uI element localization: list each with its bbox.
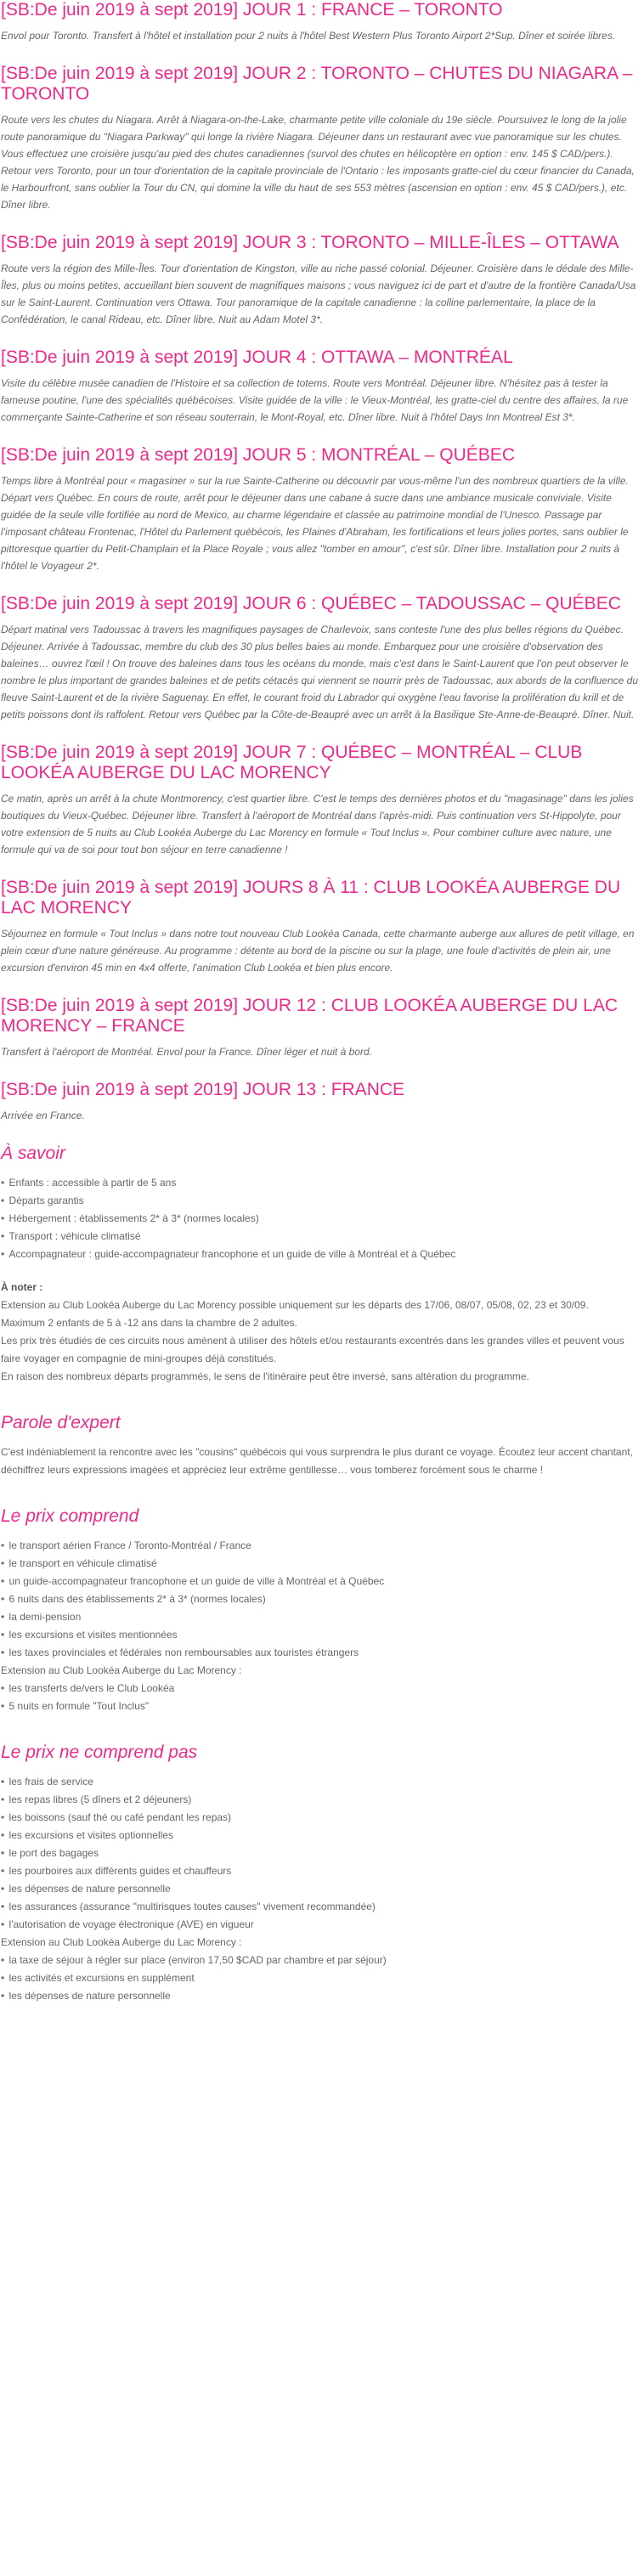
list-item-text: les dépenses de nature personnelle — [8, 1883, 171, 1895]
list-item-text: Hébergement : établissements 2* à 3* (normes locales) — [8, 1212, 259, 1224]
list-item — [1, 1608, 643, 1626]
bullet-icon: • — [1, 1611, 8, 1623]
bullet-icon: • — [1, 1901, 8, 1912]
bullet-icon: • — [1, 1230, 8, 1242]
list-item-text: les activités et excursions en supplément — [8, 1972, 195, 1984]
list-item-text: les dépenses de nature personnelle — [8, 1990, 171, 2002]
list-item — [1, 1791, 643, 1809]
list-item — [1, 1644, 643, 1662]
day-description: Transfert à l'aéroport de Montréal. Envol pour la France. Dîner léger et nuit à bord. — [1, 1046, 372, 1058]
list-item-text: les repas libres (5 dîners et 2 déjeuners) — [8, 1794, 192, 1805]
day-description: Route vers les chutes du Niagara. Arrêt à Niagara-on-the-Lake, charmante petite ville coloniale du 19e siècle. Poursuivez le long de la jolie route panoramique du "Niagara Parkway" qui longe la rivière Niagara. Déjeuner dans un restaurant avec vue panoramique sur les chutes. Vous effectuez une croisière jusqu'au pied des chutes canadiennes (survol des chutes en hélicoptère en option : env. 145 $ CAD/pers.). Retour vers Toronto, pour un tour d'orientation de la capitale provinciale de l'Ontario : les imposants gratte-ciel du cœur financier du Canada, le Harbourfront, sans oublier la Tour du CN, qui domine la ville du haut de ses 553 mètres (ascension en option : env. 45 $ CAD/pers.), etc. Dîner libre. — [1, 114, 635, 211]
bullet-icon: • — [1, 1212, 8, 1224]
bullet-icon: • — [1, 1682, 8, 1694]
day-description: Route vers la région des Mille-Îles. Tour d'orientation de Kingston, ville au riche passé colonial. Déjeuner. Croisière dans le dédale des Mille-Îles, plus ou moins petites, accueillant bien souvent de magnifiques maisons ; vous naviguez ici de part et d'autre de la frontière Canada/Usa sur le Saint-Laurent. Continuation vers Ottawa. Tour panoramique de la capitale canadienne : la colline parlementaire, la place de la Confédération, le canal Rideau, etc. Dîner libre. Nuit au Adam Motel 3*. — [1, 263, 636, 325]
note-lines — [1, 1296, 643, 1386]
list-item-text: le transport en véhicule climatisé — [8, 1557, 157, 1569]
list-item-text: Accompagnateur : guide-accompagnateur francophone et un guide de ville à Montréal et à Québec — [8, 1248, 456, 1260]
comprend-extension-label: Extension au Club Lookéa Auberge du Lac Morency : — [1, 1664, 242, 1676]
section-title-a-savoir: À savoir — [1, 1144, 65, 1163]
list-item-text: 6 nuits dans des établissements 2* à 3* (normes locales) — [8, 1593, 266, 1605]
day-description: Départ matinal vers Tadoussac à travers les magnifiques paysages de Charlevoix, sans conteste l'une des plus belles régions du Québec. Déjeuner. Arrivée à Tadoussac, membre du club des 30 plus belles baies au monde. Embarquez pour une croisière d'observation des baleines… ouvrez l'œil ! On trouve des baleines dans tous les océans du monde, mais c'est dans le Saint-Laurent que l'on peut observer le nombre le plus important de grandes baleines et de petits cétacés qui viennent se nourrir près de Tadoussac, aux abords de la confluence du fleuve Saint-Laurent et de la rivière Saguenay. En effet, le courant froid du Labrador qui oxygène l'eau favorise la prolifération du krill et de petits poissons dont ils raffolent. Retour vers Québec par la Côte-de-Beaupré avec un arrêt à la Basilique Ste-Anne-de-Beaupré. Dîner. Nuit. — [1, 624, 639, 720]
list-item — [1, 1987, 643, 2005]
day-title: [SB:De juin 2019 à sept 2019] JOUR 12 : CLUB LOOKÉA AUBERGE DU LAC MORENCY – FRANCE — [1, 996, 619, 1036]
list-item — [1, 1969, 643, 1987]
bullet-icon: • — [1, 1593, 8, 1605]
bullet-icon: • — [1, 1883, 8, 1895]
comprend-extension-list — [1, 1680, 643, 1715]
list-item-text: les pourboires aux différents guides et chauffeurs — [8, 1865, 232, 1877]
bullet-icon: • — [1, 1629, 8, 1641]
day-title: [SB:De juin 2019 à sept 2019] JOUR 7 : QUÉBEC – MONTRÉAL – CLUB LOOKÉA AUBERGE DU LAC MORENCY — [1, 743, 583, 782]
ne-comprend-extension-label: Extension au Club Lookéa Auberge du Lac Morency : — [1, 1936, 242, 1948]
bullet-icon: • — [1, 1177, 8, 1189]
list-item — [1, 1862, 643, 1880]
day-title: [SB:De juin 2019 à sept 2019] JOUR 1 : FRANCE – TORONTO — [1, 0, 503, 20]
comprend-list — [1, 1537, 643, 1662]
bullet-icon: • — [1, 1557, 8, 1569]
bullet-icon: • — [1, 1847, 8, 1859]
bullet-icon: • — [1, 1829, 8, 1841]
list-item-text: les excursions et visites optionnelles — [8, 1829, 173, 1841]
bullet-icon: • — [1, 1918, 8, 1930]
list-item — [1, 1898, 643, 1916]
list-item-text: la taxe de séjour à régler sur place (environ 17,50 $CAD par chambre et par séjour) — [8, 1954, 387, 1966]
itinerary-days — [1, 0, 643, 1124]
day-description: Arrivée en France. — [1, 1110, 85, 1121]
day-title: [SB:De juin 2019 à sept 2019] JOUR 2 : TORONTO – CHUTES DU NIAGARA – TORONTO — [1, 64, 633, 104]
day-description: Envol pour Toronto. Transfert à l'hôtel et installation pour 2 nuits à l'hôtel Best Western Plus Toronto Airport 2*Sup. Dîner et soirée libres. — [1, 30, 616, 42]
list-item-text: le port des bagages — [8, 1847, 99, 1859]
day-title: [SB:De juin 2019 à sept 2019] JOURS 8 À 11 : CLUB LOOKÉA AUBERGE DU LAC MORENCY — [1, 878, 621, 918]
note-line: Maximum 2 enfants de 5 à -12 ans dans la chambre de 2 adultes. — [1, 1317, 297, 1329]
list-item-text: Transport : véhicule climatisé — [8, 1230, 141, 1242]
list-item — [1, 1626, 643, 1644]
day-title: [SB:De juin 2019 à sept 2019] JOUR 13 : FRANCE — [1, 1080, 405, 1099]
list-item — [1, 1916, 643, 1934]
day-title: [SB:De juin 2019 à sept 2019] JOUR 6 : QUÉBEC – TADOUSSAC – QUÉBEC — [1, 594, 621, 613]
bullet-icon: • — [1, 1990, 8, 2002]
a-savoir-list — [1, 1174, 643, 1263]
bullet-icon: • — [1, 1811, 8, 1823]
bullet-icon: • — [1, 1954, 8, 1966]
list-item-text: la demi-pension — [8, 1611, 82, 1623]
expert-text: C'est indéniablement la rencontre avec les "cousins" québécois qui vous surprendra le plus durant ce voyage. Écoutez leur accent chantant, déchiffrez leurs expressions imagées et appréciez leur extrême gentillesse… vous tomberez forcément sous le charme ! — [1, 1446, 633, 1476]
list-item — [1, 1174, 643, 1192]
bullet-icon: • — [1, 1195, 8, 1206]
list-item-text: les assurances (assurance "multirisques toutes causes" vivement recommandée) — [8, 1901, 376, 1912]
list-item-text: Départs garantis — [8, 1195, 84, 1206]
day-description: Temps libre à Montréal pour « magasiner » sur la rue Sainte-Catherine ou découvrir par vous-même l'un des nombreux quartiers de la ville. Départ vers Québec. En cours de route, arrêt pour le déjeuner dans une cabane à sucre dans une ambiance musicale conviviale. Visite guidée de la seule ville fortifiée au nord de Mexico, au charme légendaire et classée au patrimoine mondial de l'Unesco. Passage par l'imposant château Frontenac, l'Hôtel du Parlement québécois, les Plaines d'Abraham, les fortifications et leurs jolies portes, sans oublier le pittoresque quartier du Petit-Champlain et la Place Royale ; vous allez "tomber en amour", c'est sûr. Dîner libre. Installation pour 2 nuits à l'hôtel le Voyageur 2*. — [1, 475, 629, 572]
list-item-text: les excursions et visites mentionnées — [8, 1629, 178, 1641]
bullet-icon: • — [1, 1865, 8, 1877]
day-description: Ce matin, après un arrêt à la chute Montmorency, c'est quartier libre. C'est le temps des dernières photos et du "magasinage" dans les jolies boutiques du Vieux-Québec. Déjeuner libre. Transfert à l'aéroport de Montréal dans l'après-midi. Puis continuation vers St-Hippolyte, pour votre extension de 5 nuits au Club Lookéa Auberge du Lac Morency en formule « Tout Inclus ». Pour combiner culture avec nature, une formule qui va de soi pour tout bon séjour en terre canadienne ! — [1, 793, 634, 856]
day-description: Séjournez en formule « Tout Inclus » dans notre tout nouveau Club Lookéa Canada, cette charmante auberge aux allures de petit village, en plein cœur d'une nature généreuse. Au programme : détente au bord de la piscine ou sur la plage, une foule d'activités de plein air, une excursion d'environ 45 min en 4x4 offerte, l'animation Club Lookéa et bien plus encore. — [1, 928, 635, 974]
list-item-text: Enfants : accessible à partir de 5 ans — [8, 1177, 177, 1189]
bullet-icon: • — [1, 1794, 8, 1805]
list-item — [1, 1680, 643, 1698]
bullet-icon: • — [1, 1248, 8, 1260]
list-item — [1, 1590, 643, 1608]
list-item — [1, 1246, 643, 1263]
list-item — [1, 1698, 643, 1715]
list-item — [1, 1880, 643, 1898]
list-item-text: l'autorisation de voyage électronique (AVE) en vigueur — [8, 1918, 254, 1930]
bullet-icon: • — [1, 1972, 8, 1984]
day-title: [SB:De juin 2019 à sept 2019] JOUR 5 : MONTRÉAL – QUÉBEC — [1, 445, 515, 465]
list-item — [1, 1555, 643, 1573]
ne-comprend-extension-list — [1, 1952, 643, 2005]
list-item — [1, 1210, 643, 1228]
list-item — [1, 1192, 643, 1210]
list-item — [1, 1537, 643, 1555]
note-line: Extension au Club Lookéa Auberge du Lac Morency possible uniquement sur les départs des 17/06, 08/07, 05/08, 02, 23 et 30/09. — [1, 1299, 589, 1311]
section-title-comprend: Le prix comprend — [1, 1506, 139, 1526]
bullet-icon: • — [1, 1776, 8, 1788]
day-title: [SB:De juin 2019 à sept 2019] JOUR 3 : TORONTO – MILLE-ÎLES – OTTAWA — [1, 233, 619, 252]
bullet-icon: • — [1, 1575, 8, 1587]
section-title-ne-comprend: Le prix ne comprend pas — [1, 1743, 198, 1762]
section-title-expert: Parole d'expert — [1, 1413, 121, 1432]
list-item-text: 5 nuits en formule "Tout Inclus" — [8, 1700, 150, 1712]
list-item — [1, 1844, 643, 1862]
list-item-text: les boissons (sauf thé ou café pendant les repas) — [8, 1811, 232, 1823]
bullet-icon: • — [1, 1539, 8, 1551]
list-item-text: les frais de service — [8, 1776, 93, 1788]
bullet-icon: • — [1, 1700, 8, 1712]
list-item — [1, 1228, 643, 1246]
ne-comprend-list — [1, 1773, 643, 1934]
bullet-icon: • — [1, 1647, 8, 1658]
note-line: En raison des nombreux départs programmés, le sens de l'itinéraire peut être inversé, sans altération du programme. — [1, 1370, 529, 1382]
list-item — [1, 1827, 643, 1844]
list-item — [1, 1809, 643, 1827]
note-line: Les prix très étudiés de ces circuits nous amènent à utiliser des hôtels et/ou restaurants excentrés dans les grandes villes et peuvent vous faire voyager en compagnie de mini-groupes déjà constitués. — [1, 1335, 624, 1364]
list-item — [1, 1952, 643, 1969]
day-description: Visite du célèbre musée canadien de l'Histoire et sa collection de totems. Route vers Montréal. Déjeuner libre. N'hésitez pas à tester la fameuse poutine, l'une des spécialités québécoises. Visite guidée de la ville : le Vieux-Montréal, les gratte-ciel du centre des affaires, la rue commerçante Sainte-Catherine et son réseau souterrain, le Mont-Royal, etc. Dîner libre. Nuit à l'hôtel Days Inn Montreal Est 3*. — [1, 377, 629, 423]
note-title: À noter : — [1, 1281, 43, 1293]
list-item — [1, 1773, 643, 1791]
day-title: [SB:De juin 2019 à sept 2019] JOUR 4 : OTTAWA – MONTRÉAL — [1, 347, 513, 367]
list-item-text: le transport aérien France / Toronto-Montréal / France — [8, 1539, 251, 1551]
list-item — [1, 1573, 643, 1590]
list-item-text: un guide-accompagnateur francophone et un guide de ville à Montréal et à Québec — [8, 1575, 385, 1587]
list-item-text: les taxes provinciales et fédérales non remboursables aux touristes étrangers — [8, 1647, 359, 1658]
list-item-text: les transferts de/vers le Club Lookéa — [8, 1682, 175, 1694]
